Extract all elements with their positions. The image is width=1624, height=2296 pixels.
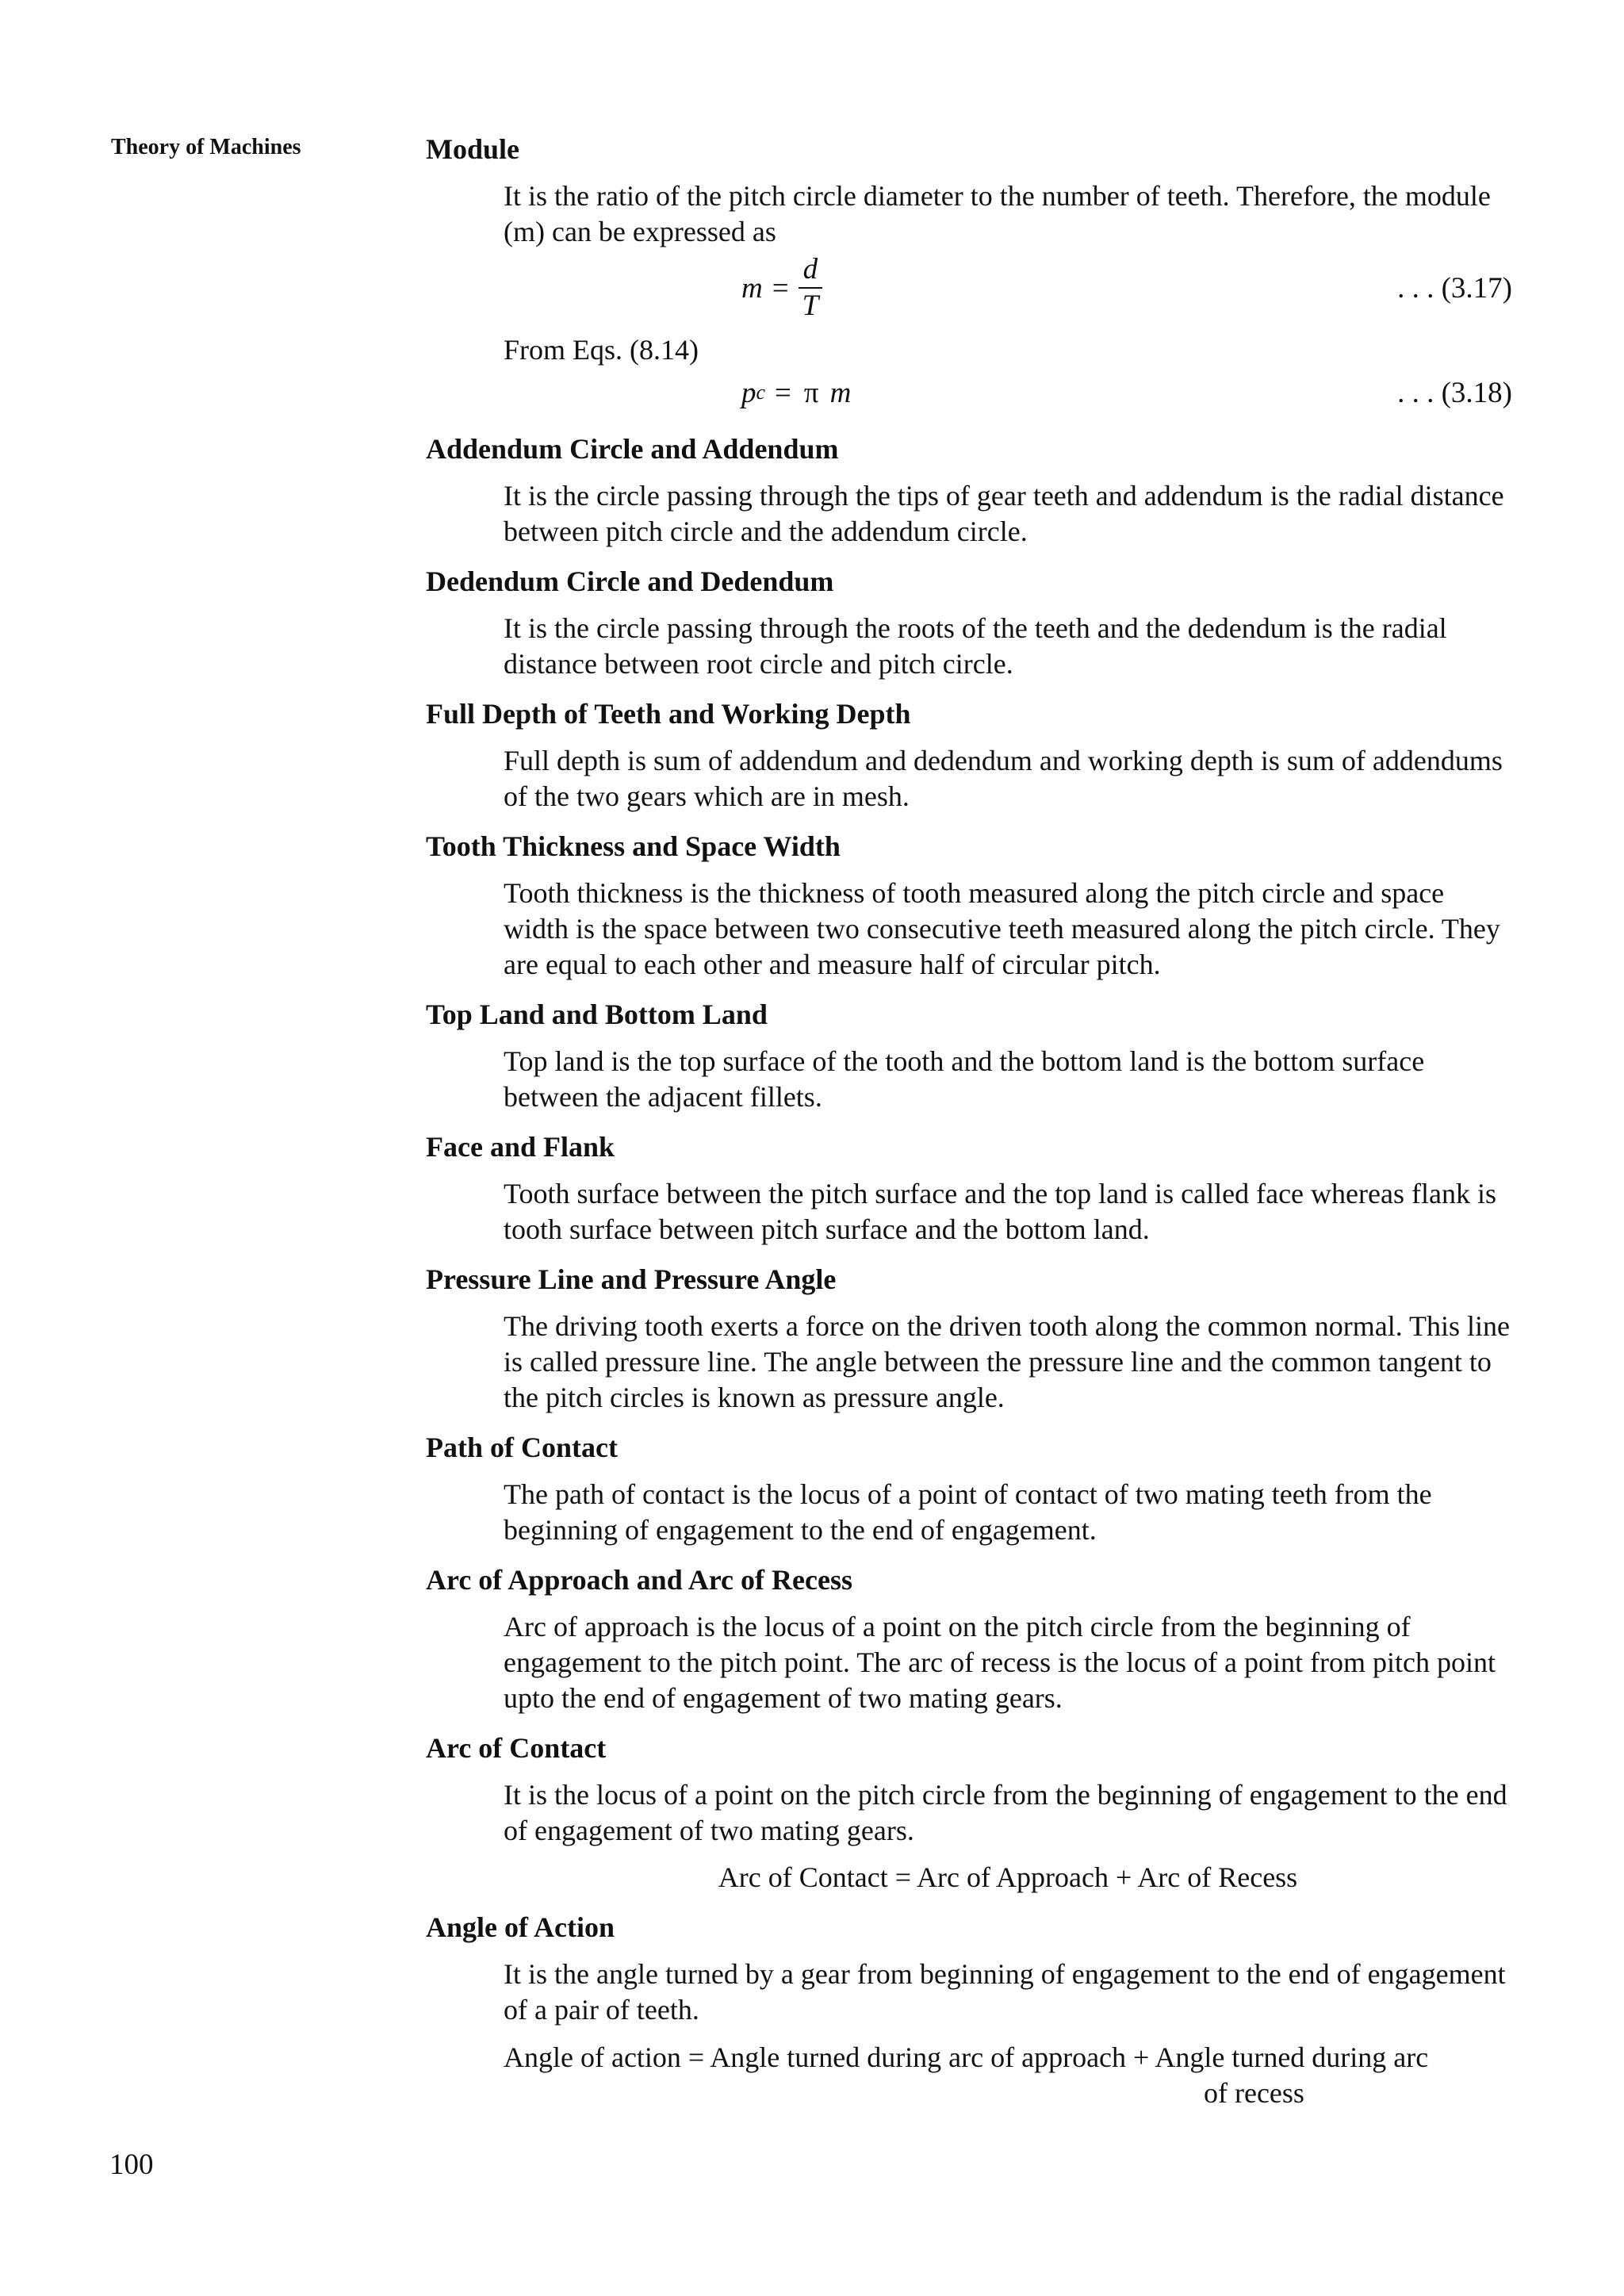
paragraph: Full depth is sum of addendum and dedendum and working depth is sum of addendums of the two gears which are in mesh. xyxy=(504,745,1503,812)
fraction-numerator: d xyxy=(799,254,823,289)
equation-3-18 xyxy=(504,368,1512,417)
section-heading: Dedendum Circle and Dedendum xyxy=(426,565,834,597)
paragraph: It is the angle turned by a gear from beginning of engagement to the end of engagement of a pair of teeth. xyxy=(504,1958,1506,2026)
section-heading: Addendum Circle and Addendum xyxy=(426,433,839,465)
paragraph: Tooth surface between the pitch surface and the top land is called face whereas flank is tooth surface between pitch surface and the bottom land. xyxy=(504,1178,1496,1245)
running-head: Theory of Machines xyxy=(111,135,301,159)
section-angle-action xyxy=(426,1910,1512,2111)
paragraph: Arc of approach is the locus of a point on the pitch circle from the beginning of engagement to the pitch point. The arc of recess is the locus of a point from pitch point upto the end of engagement of two mating gears. xyxy=(504,1611,1496,1714)
paragraph: It is the locus of a point on the pitch circle from the beginning of engagement to the end of engagement of two mating gears. xyxy=(504,1779,1507,1846)
section-dedendum xyxy=(426,564,1512,682)
paragraph: Tooth thickness is the thickness of tooth measured along the pitch circle and space width is the space between two consecutive teeth measured along the pitch circle. They are equal to each other and measure half of circular pitch. xyxy=(504,877,1500,980)
fraction xyxy=(799,254,823,322)
page-number: 100 xyxy=(109,2148,154,2181)
equation-body xyxy=(741,250,822,326)
section-heading: Path of Contact xyxy=(426,1432,618,1463)
section-arc-approach xyxy=(426,1562,1512,1716)
eq-rhs: m xyxy=(829,376,852,409)
formula-continuation: of recess xyxy=(1204,2077,1304,2109)
section-arc-contact xyxy=(426,1731,1512,1895)
section-heading: Pressure Line and Pressure Angle xyxy=(426,1263,837,1295)
eq-operator: = xyxy=(772,271,789,305)
equation-body xyxy=(741,368,851,417)
paragraph: Top land is the top surface of the tooth and the bottom land is the bottom surface between the adjacent fillets. xyxy=(504,1045,1425,1113)
section-heading: Tooth Thickness and Space Width xyxy=(426,830,841,862)
eq-lhs: m xyxy=(741,271,763,305)
section-module xyxy=(426,132,1512,417)
section-heading: Face and Flank xyxy=(426,1131,615,1163)
equation-number: . . . (3.18) xyxy=(1397,376,1512,409)
section-face-flank xyxy=(426,1129,1512,1248)
eq-subscript: c xyxy=(756,381,766,404)
equation-3-17 xyxy=(504,250,1512,326)
section-heading: Module xyxy=(426,133,520,165)
section-heading: Arc of Approach and Arc of Recess xyxy=(426,1564,852,1596)
section-full-depth xyxy=(426,696,1512,815)
eq-operator: = xyxy=(775,376,791,409)
section-heading: Full Depth of Teeth and Working Depth xyxy=(426,698,911,730)
paragraph: It is the circle passing through the roots of the teeth and the dedendum is the radial distance between root circle and pitch circle. xyxy=(504,612,1447,680)
paragraph: It is the ratio of the pitch circle diameter to the number of teeth. Therefore, the module (m) can be expressed as xyxy=(504,180,1491,247)
formula-line: Arc of Contact = Arc of Approach + Arc of Recess xyxy=(718,1861,1298,1893)
formula-block xyxy=(504,2040,1512,2111)
page-content xyxy=(426,132,1512,2125)
section-heading: Arc of Contact xyxy=(426,1732,607,1764)
paragraph: The path of contact is the locus of a point of contact of two mating teeth from the beginning of engagement to the end of engagement. xyxy=(504,1478,1432,1546)
eq-lhs: p xyxy=(741,376,756,409)
section-pressure xyxy=(426,1262,1512,1416)
fraction-denominator: T xyxy=(802,289,819,322)
section-heading: Top Land and Bottom Land xyxy=(426,999,768,1030)
section-addendum xyxy=(426,431,1512,550)
paragraph: The driving tooth exerts a force on the driven tooth along the common normal. This line is called pressure line. The angle between the pressure line and the common tangent to the pitch circles is known as pressure angle. xyxy=(504,1310,1511,1413)
section-top-land xyxy=(426,997,1512,1115)
section-path-contact xyxy=(426,1430,1512,1548)
section-heading: Angle of Action xyxy=(426,1911,615,1943)
formula-line: Angle of action = Angle turned during arc of approach + Angle turned during arc xyxy=(504,2041,1429,2073)
section-tooth-thickness xyxy=(426,829,1512,983)
equation-number: . . . (3.17) xyxy=(1397,271,1512,305)
paragraph: It is the circle passing through the tips of gear teeth and addendum is the radial distance between pitch circle and the addendum circle. xyxy=(504,480,1504,547)
paragraph: From Eqs. (8.14) xyxy=(504,334,699,366)
pi-symbol: π xyxy=(803,376,819,409)
